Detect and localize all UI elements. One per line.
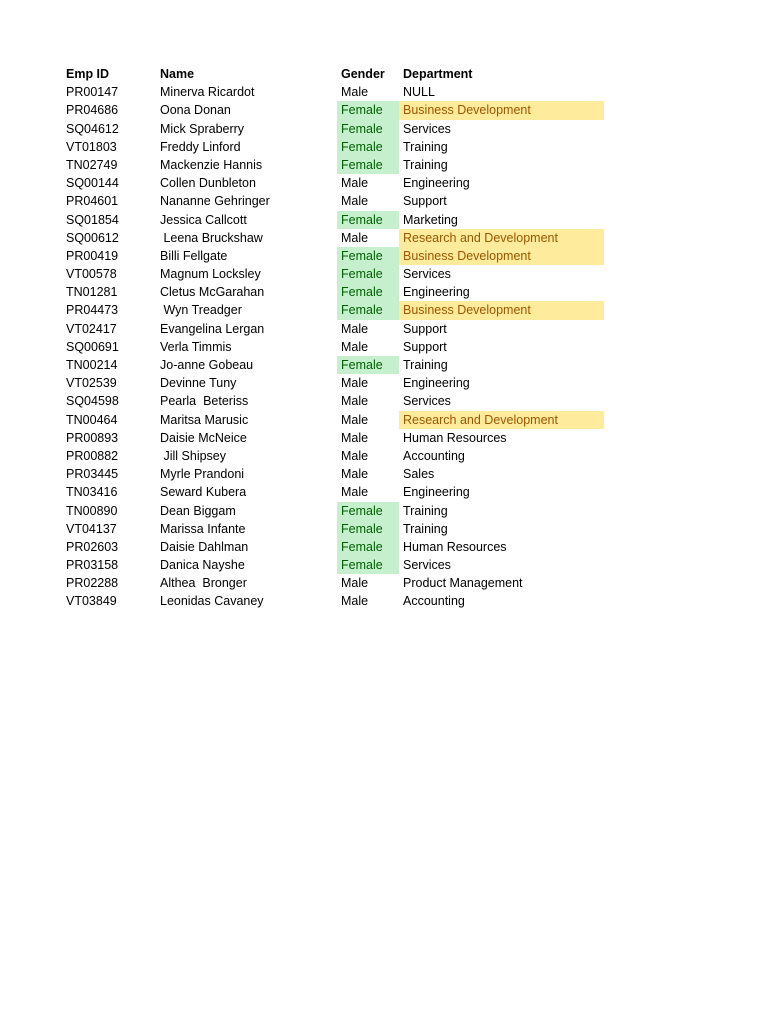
name-cell[interactable]: Maritsa Marusic [160,412,249,427]
gender-cell[interactable]: Male [341,430,369,445]
emp-id-cell[interactable]: VT02417 [66,321,117,336]
table-row [62,356,622,374]
department-cell[interactable]: NULL [403,85,435,100]
department-cell[interactable]: Services [403,267,451,282]
gender-cell[interactable]: Male [341,485,369,500]
table-row [62,120,622,138]
gender-cell[interactable]: Male [341,394,369,409]
department-cell[interactable]: Engineering [403,376,470,391]
emp-id-cell[interactable]: PR04686 [66,103,119,118]
table-row [62,174,622,192]
gender-cell[interactable]: Female [337,502,399,520]
emp-id-cell[interactable]: SQ04598 [66,394,119,409]
gender-cell[interactable]: Male [341,230,369,245]
department-cell[interactable]: Services [403,394,451,409]
emp-id-cell[interactable]: SQ01854 [66,212,119,227]
gender-cell[interactable]: Female [337,356,399,374]
name-cell[interactable]: Danica Nayshe [160,558,245,573]
gender-cell[interactable]: Male [341,576,369,591]
emp-id-cell[interactable]: PR00893 [66,430,119,445]
table-row [62,83,622,101]
gender-cell[interactable]: Male [341,176,369,191]
department-cell[interactable]: Human Resources [403,539,507,554]
emp-id-cell[interactable]: SQ00691 [66,339,119,354]
emp-id-cell[interactable]: SQ00612 [66,230,119,245]
department-cell[interactable]: Accounting [403,594,465,609]
table-row [62,447,622,465]
department-cell[interactable]: Engineering [403,176,470,191]
table-row [62,538,622,556]
gender-cell[interactable]: Male [341,594,369,609]
name-cell[interactable]: Magnum Locksley [160,267,261,282]
emp-id-cell[interactable]: PR03445 [66,467,119,482]
emp-id-cell[interactable]: PR03158 [66,558,119,573]
department-cell[interactable]: Support [403,194,447,209]
name-cell[interactable]: Jill Shipsey [160,448,226,463]
table-row [62,374,622,392]
name-cell[interactable]: Dean Biggam [160,503,236,518]
name-cell[interactable]: Oona Donan [160,103,231,118]
table-row [62,592,622,610]
table-row [62,556,622,574]
department-cell[interactable]: Business Development [399,301,604,319]
department-cell[interactable]: Human Resources [403,430,507,445]
department-cell[interactable]: Business Development [399,247,604,265]
name-cell[interactable]: Pearla Beteriss [160,394,249,409]
gender-cell[interactable]: Male [341,376,369,391]
name-cell[interactable]: Devinne Tuny [160,376,237,391]
emp-id-cell[interactable]: VT02539 [66,376,117,391]
gender-cell[interactable]: Female [337,247,399,265]
department-cell[interactable]: Engineering [403,285,470,300]
emp-id-cell[interactable]: VT03849 [66,594,117,609]
name-cell[interactable]: Leonidas Cavaney [160,594,264,609]
department-cell[interactable]: Engineering [403,485,470,500]
name-cell[interactable]: Mick Spraberry [160,121,245,136]
department-cell[interactable]: Product Management [403,576,523,591]
department-cell[interactable]: Research and Development [399,229,604,247]
name-cell[interactable]: Verla Timmis [160,339,232,354]
department-cell[interactable]: Support [403,339,447,354]
name-cell[interactable]: Wyn Treadger [160,303,242,318]
name-cell[interactable]: Nananne Gehringer [160,194,270,209]
emp-id-cell[interactable]: TN00890 [66,503,118,518]
name-cell[interactable]: Jessica Callcott [160,212,247,227]
table-body [62,83,622,610]
table-row [62,465,622,483]
emp-id-cell[interactable]: PR02603 [66,539,119,554]
name-cell[interactable]: Daisie Dahlman [160,539,249,554]
gender-cell[interactable]: Male [341,467,369,482]
table-row [62,229,622,247]
emp-id-cell[interactable]: PR02288 [66,576,119,591]
table-row [62,192,622,210]
gender-cell[interactable]: Male [341,85,369,100]
gender-cell[interactable]: Male [341,412,369,427]
department-cell[interactable]: Accounting [403,448,465,463]
name-cell[interactable]: Evangelina Lergan [160,321,265,336]
emp-id-cell[interactable]: SQ00144 [66,176,119,191]
name-cell[interactable]: Althea Bronger [160,576,247,591]
table-row [62,502,622,520]
gender-cell[interactable]: Female [337,156,399,174]
table-row [62,265,622,283]
emp-id-cell[interactable]: VT01803 [66,139,117,154]
gender-cell[interactable]: Female [337,120,399,138]
emp-id-cell[interactable]: PR00419 [66,248,119,263]
gender-cell[interactable]: Male [341,321,369,336]
emp-id-cell[interactable]: TN02749 [66,157,118,172]
name-cell[interactable]: Jo-anne Gobeau [160,358,254,372]
header-gender[interactable]: Gender [341,67,385,81]
table-row [62,520,622,538]
emp-id-cell[interactable]: TN00214 [66,358,118,372]
name-cell[interactable]: Minerva Ricardot [160,85,255,100]
table-row [62,392,622,410]
emp-id-cell[interactable]: TN00464 [66,412,118,427]
department-cell[interactable]: Business Development [399,101,604,119]
name-cell[interactable]: Myrle Prandoni [160,467,245,482]
department-cell[interactable]: Marketing [403,212,458,227]
emp-id-cell[interactable]: TN03416 [66,485,118,500]
header-row [62,65,622,83]
emp-id-cell[interactable]: VT04137 [66,521,117,536]
name-cell[interactable]: Daisie McNeice [160,430,247,445]
department-cell[interactable]: Training [403,139,448,154]
emp-id-cell[interactable]: VT00578 [66,267,117,282]
gender-cell[interactable]: Female [337,138,399,156]
name-cell[interactable]: Billi Fellgate [160,248,228,263]
table-row [62,283,622,301]
department-cell[interactable]: Training [403,503,448,518]
emp-id-cell[interactable]: PR00882 [66,448,119,463]
table-row [62,101,622,119]
table-row [62,338,622,356]
gender-cell[interactable]: Female [337,101,399,119]
department-cell[interactable]: Training [403,157,448,172]
table-row [62,574,622,592]
gender-cell[interactable]: Female [337,211,399,229]
department-cell[interactable]: Sales [403,467,435,482]
table-row [62,483,622,501]
department-cell[interactable]: Services [403,558,451,573]
gender-cell[interactable]: Female [337,520,399,538]
gender-cell[interactable]: Female [337,538,399,556]
name-cell[interactable]: Leena Bruckshaw [160,230,263,245]
gender-cell[interactable]: Female [337,556,399,574]
emp-id-cell[interactable]: PR04601 [66,194,119,209]
name-cell[interactable]: Marissa Infante [160,521,246,536]
table-row [62,138,622,156]
department-cell[interactable]: Training [403,358,448,372]
gender-cell[interactable]: Male [341,448,369,463]
spreadsheet [62,65,622,611]
name-cell[interactable]: Freddy Linford [160,139,241,154]
name-cell[interactable]: Cletus McGarahan [160,285,265,300]
department-cell[interactable]: Support [403,321,447,336]
table-row [62,156,622,174]
emp-id-cell[interactable]: PR04473 [66,303,119,318]
emp-id-cell[interactable]: TN01281 [66,285,118,300]
name-cell[interactable]: Seward Kubera [160,485,247,500]
department-cell[interactable]: Services [403,121,451,136]
table-row [62,429,622,447]
header-department[interactable]: Department [403,67,473,81]
gender-cell[interactable]: Female [337,301,399,319]
name-cell[interactable]: Mackenzie Hannis [160,157,263,172]
gender-cell[interactable]: Male [341,339,369,354]
header-emp-id[interactable]: Emp ID [66,67,110,81]
header-name[interactable]: Name [160,67,195,81]
name-cell[interactable]: Collen Dunbleton [160,176,256,191]
table-row [62,247,622,265]
table-row [62,320,622,338]
table-row [62,411,622,429]
table-row [62,211,622,229]
gender-cell[interactable]: Male [341,194,369,209]
emp-id-cell[interactable]: SQ04612 [66,121,119,136]
table-row [62,301,622,319]
gender-cell[interactable]: Female [337,283,399,301]
emp-id-cell[interactable]: PR00147 [66,85,119,100]
department-cell[interactable]: Training [403,521,448,536]
department-cell[interactable]: Research and Development [399,411,604,429]
gender-cell[interactable]: Female [337,265,399,283]
